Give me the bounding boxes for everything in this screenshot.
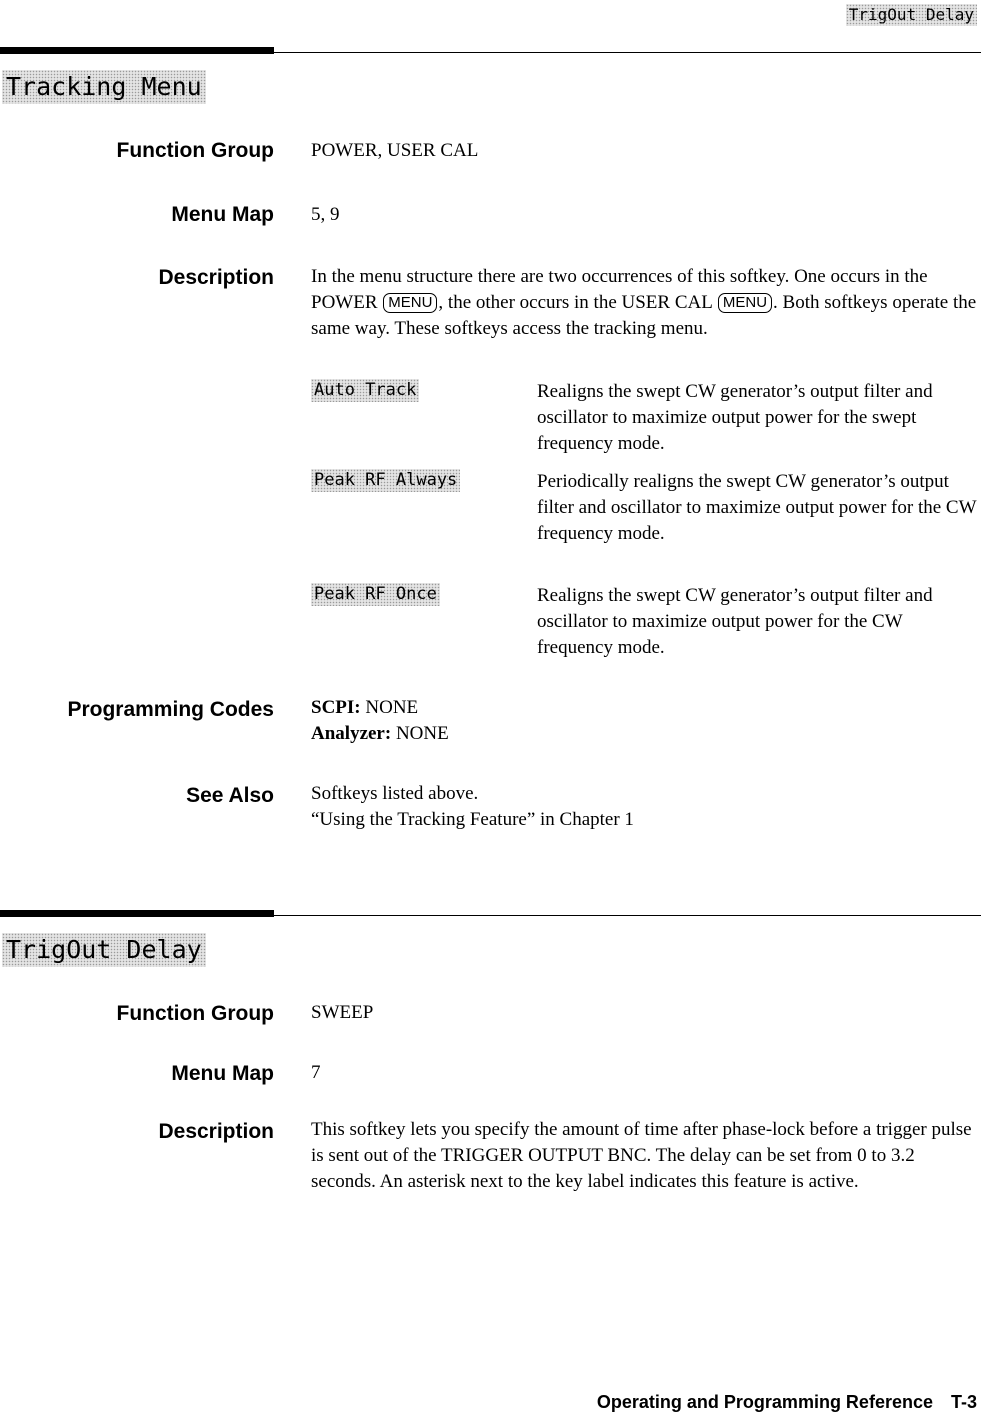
softkey-description: Periodically realigns the swept CW generator’s output filter and oscillator to maximize output power for the CW frequency mode. <box>537 471 977 544</box>
menu-map-label: Menu Map <box>171 203 274 226</box>
page-footer <box>597 1392 977 1413</box>
softkey-auto-track: Auto Track <box>311 379 419 402</box>
function-group-value: SWEEP <box>311 1002 374 1023</box>
softkey-peak-rf-always: Peak RF Always <box>311 469 460 492</box>
programming-codes-value: SCPI: NONE Analyzer: NONE <box>311 697 449 744</box>
menu-map-label: Menu Map <box>171 1062 274 1085</box>
softkey-peak-rf-once: Peak RF Once <box>311 583 440 606</box>
section-rule <box>0 47 981 54</box>
description-text: In the menu structure there are two occurrences of this softkey. One occurs in the POWER MENU , the other occurs in the USER CAL MENU . Both softkeys operate the same way. These softkeys access the tracking menu. <box>311 266 977 339</box>
description-label: Description <box>158 1120 274 1143</box>
menu-hardkey: MENU <box>718 293 772 313</box>
footer-title: Operating and Programming Reference <box>596 1392 933 1412</box>
description-label: Description <box>158 266 274 289</box>
function-group-label: Function Group <box>116 139 274 162</box>
menu-hardkey: MENU <box>383 293 437 313</box>
softkey-description: Realigns the swept CW generator’s output filter and oscillator to maximize output power for the swept frequency mode. <box>537 381 933 454</box>
function-group-value: POWER, USER CAL <box>311 140 479 161</box>
section-rule <box>0 910 981 917</box>
menu-map-value: 7 <box>311 1062 321 1083</box>
running-header-softkey: TrigOut Delay <box>846 4 977 26</box>
see-also-label: See Also <box>186 784 274 807</box>
programming-codes-label: Programming Codes <box>67 698 274 721</box>
function-group-label: Function Group <box>116 1002 274 1025</box>
description-text: This softkey lets you specify the amount of time after phase-lock before a trigger pulse is sent out of the TRIGGER OUTPUT BNC. The delay can be set from 0 to 3.2 seconds. An asterisk next to the key label indicates this feature is active. <box>311 1119 972 1192</box>
softkey-description: Realigns the swept CW generator’s output filter and oscillator to maximize output power for the CW frequency mode. <box>537 585 933 658</box>
section-title-tracking-menu: Tracking Menu <box>2 70 206 104</box>
menu-map-value: 5, 9 <box>311 204 340 225</box>
page-number: T-3 <box>950 1392 977 1412</box>
section-title-trigout-delay: TrigOut Delay <box>2 933 206 967</box>
see-also-value: Softkeys listed above. “Using the Tracking Feature” in Chapter 1 <box>311 783 634 830</box>
